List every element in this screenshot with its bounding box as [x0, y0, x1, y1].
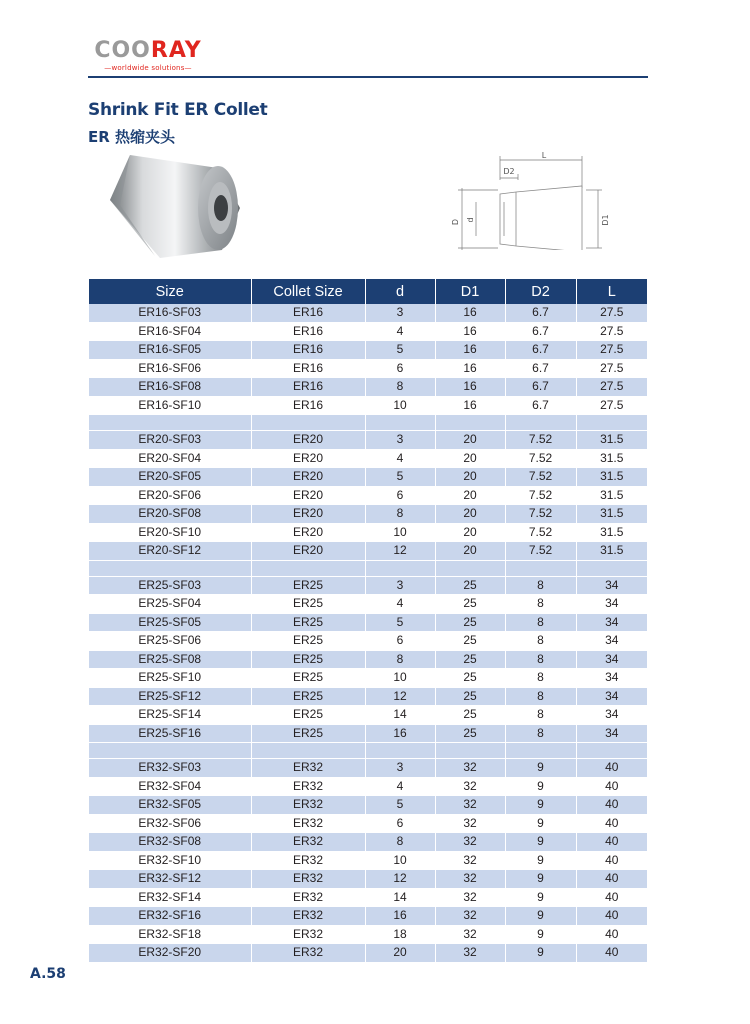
cell-collet-size: ER32 [251, 907, 365, 926]
cell-d2: 9 [505, 759, 576, 778]
cell-d1: 25 [435, 650, 505, 669]
cell-d: 5 [365, 468, 435, 487]
cell-l: 31.5 [576, 523, 647, 542]
table-row [89, 907, 647, 926]
page-title: Shrink Fit ER Collet [88, 100, 268, 120]
table-row [89, 595, 647, 614]
table-row [89, 505, 647, 524]
col-header-d: d [365, 279, 435, 304]
cell-d2: 7.52 [505, 486, 576, 505]
cell-d: 8 [365, 833, 435, 852]
cell-d1: 32 [435, 796, 505, 815]
cell-l: 34 [576, 669, 647, 688]
cell-size: ER25-SF03 [89, 576, 251, 595]
cell-size: ER16-SF08 [89, 378, 251, 397]
cell-d1: 16 [435, 359, 505, 378]
cell-d: 4 [365, 777, 435, 796]
cell-d2: 9 [505, 944, 576, 963]
cell-d2: 8 [505, 724, 576, 743]
cell-l: 40 [576, 851, 647, 870]
table-row [89, 925, 647, 944]
cell-size: ER25-SF04 [89, 595, 251, 614]
cell-collet-size: ER20 [251, 431, 365, 450]
cell-d2: 6.7 [505, 359, 576, 378]
cell-size: ER25-SF12 [89, 687, 251, 706]
cell-l: 40 [576, 925, 647, 944]
cell-d2: 8 [505, 650, 576, 669]
cell-d: 4 [365, 449, 435, 468]
cell-l: 40 [576, 870, 647, 889]
cell-size: ER25-SF08 [89, 650, 251, 669]
group-separator-row [89, 743, 647, 759]
cell-collet-size: ER32 [251, 777, 365, 796]
cell-d2: 9 [505, 833, 576, 852]
cell-d1: 16 [435, 396, 505, 415]
dim-label-d: d [466, 217, 475, 223]
cell-size: ER20-SF06 [89, 486, 251, 505]
cell-collet-size: ER25 [251, 650, 365, 669]
separator-cell [505, 743, 576, 759]
cell-size: ER20-SF12 [89, 542, 251, 561]
cell-collet-size: ER32 [251, 944, 365, 963]
cell-l: 27.5 [576, 341, 647, 360]
cell-collet-size: ER32 [251, 796, 365, 815]
cell-collet-size: ER20 [251, 486, 365, 505]
cell-d2: 8 [505, 595, 576, 614]
cell-size: ER32-SF04 [89, 777, 251, 796]
cell-size: ER32-SF20 [89, 944, 251, 963]
cell-collet-size: ER32 [251, 814, 365, 833]
cell-d: 12 [365, 687, 435, 706]
cell-l: 40 [576, 796, 647, 815]
cell-l: 27.5 [576, 322, 647, 341]
cell-d: 12 [365, 870, 435, 889]
col-header-collet-size: Collet Size [251, 279, 365, 304]
cell-collet-size: ER32 [251, 833, 365, 852]
cell-size: ER16-SF03 [89, 304, 251, 322]
cell-d: 6 [365, 486, 435, 505]
table-row [89, 449, 647, 468]
cell-d1: 16 [435, 341, 505, 360]
cell-collet-size: ER32 [251, 870, 365, 889]
cell-l: 31.5 [576, 468, 647, 487]
cell-size: ER32-SF12 [89, 870, 251, 889]
table-row [89, 304, 647, 322]
table-row [89, 814, 647, 833]
cell-d2: 9 [505, 925, 576, 944]
cell-d: 3 [365, 431, 435, 450]
cell-l: 40 [576, 944, 647, 963]
table-row [89, 542, 647, 561]
table-row [89, 870, 647, 889]
cell-d1: 20 [435, 486, 505, 505]
dim-label-D2: D2 [503, 167, 515, 176]
cell-d1: 32 [435, 759, 505, 778]
cell-collet-size: ER20 [251, 542, 365, 561]
cell-d2: 9 [505, 796, 576, 815]
cell-d1: 20 [435, 468, 505, 487]
cell-size: ER25-SF10 [89, 669, 251, 688]
cell-collet-size: ER20 [251, 505, 365, 524]
cell-d: 6 [365, 814, 435, 833]
cell-size: ER20-SF08 [89, 505, 251, 524]
cell-size: ER20-SF05 [89, 468, 251, 487]
table-row [89, 486, 647, 505]
cell-collet-size: ER32 [251, 759, 365, 778]
cell-d: 10 [365, 669, 435, 688]
cell-d2: 8 [505, 576, 576, 595]
table-row [89, 576, 647, 595]
cell-d2: 8 [505, 669, 576, 688]
cell-d1: 16 [435, 378, 505, 397]
separator-cell [505, 415, 576, 431]
cell-collet-size: ER25 [251, 613, 365, 632]
col-header-size: Size [89, 279, 251, 304]
cell-collet-size: ER25 [251, 632, 365, 651]
cell-d1: 20 [435, 523, 505, 542]
cell-d: 8 [365, 505, 435, 524]
cell-l: 34 [576, 706, 647, 725]
cell-d: 3 [365, 304, 435, 322]
cell-size: ER32-SF16 [89, 907, 251, 926]
table-row [89, 341, 647, 360]
cell-d: 3 [365, 576, 435, 595]
page-title-chinese: ER 热缩夹头 [88, 128, 176, 146]
cell-size: ER25-SF06 [89, 632, 251, 651]
cell-d2: 9 [505, 888, 576, 907]
cell-d1: 16 [435, 304, 505, 322]
dim-label-D: D [451, 218, 460, 226]
cell-size: ER32-SF03 [89, 759, 251, 778]
cell-d1: 25 [435, 669, 505, 688]
cell-l: 31.5 [576, 449, 647, 468]
cell-d2: 9 [505, 777, 576, 796]
cell-d: 10 [365, 851, 435, 870]
cell-d: 3 [365, 759, 435, 778]
logo-tagline: —worldwide solutions— [104, 64, 192, 72]
cell-l: 40 [576, 888, 647, 907]
cell-d: 4 [365, 595, 435, 614]
cell-d: 16 [365, 907, 435, 926]
cell-d: 12 [365, 542, 435, 561]
cell-d: 20 [365, 944, 435, 963]
cell-collet-size: ER16 [251, 304, 365, 322]
separator-cell [365, 415, 435, 431]
table-row [89, 378, 647, 397]
cell-d2: 7.52 [505, 431, 576, 450]
table-row [89, 796, 647, 815]
cell-collet-size: ER25 [251, 669, 365, 688]
table-row [89, 851, 647, 870]
cell-d1: 20 [435, 542, 505, 561]
cell-d2: 8 [505, 613, 576, 632]
table-row [89, 396, 647, 415]
cell-d: 6 [365, 632, 435, 651]
table-row [89, 724, 647, 743]
cell-collet-size: ER20 [251, 523, 365, 542]
cell-collet-size: ER16 [251, 359, 365, 378]
cell-l: 40 [576, 907, 647, 926]
cell-d1: 32 [435, 888, 505, 907]
cell-d2: 6.7 [505, 378, 576, 397]
cell-d: 5 [365, 613, 435, 632]
col-header-d1: D1 [435, 279, 505, 304]
table-row [89, 759, 647, 778]
cell-collet-size: ER25 [251, 687, 365, 706]
table-row [89, 468, 647, 487]
cell-l: 31.5 [576, 542, 647, 561]
separator-cell [435, 560, 505, 576]
cell-l: 27.5 [576, 304, 647, 322]
table-header-row [89, 279, 647, 304]
cell-d: 4 [365, 322, 435, 341]
cell-d2: 8 [505, 632, 576, 651]
cell-d1: 25 [435, 613, 505, 632]
page-number: A.58 [30, 966, 66, 982]
cell-size: ER25-SF05 [89, 613, 251, 632]
separator-cell [435, 743, 505, 759]
separator-cell [251, 415, 365, 431]
cell-d1: 32 [435, 907, 505, 926]
cell-d2: 6.7 [505, 341, 576, 360]
table-row [89, 706, 647, 725]
separator-cell [435, 415, 505, 431]
cell-l: 31.5 [576, 486, 647, 505]
table-row [89, 613, 647, 632]
group-separator-row [89, 560, 647, 576]
cell-collet-size: ER16 [251, 378, 365, 397]
cell-l: 40 [576, 814, 647, 833]
dimension-drawing [448, 150, 618, 250]
separator-cell [89, 743, 251, 759]
table-row [89, 632, 647, 651]
cell-l: 40 [576, 777, 647, 796]
logo-wordmark: COORAY [94, 38, 202, 63]
table-row [89, 650, 647, 669]
cell-d2: 9 [505, 814, 576, 833]
collet-product-photo [100, 150, 242, 262]
cell-size: ER25-SF16 [89, 724, 251, 743]
group-separator-row [89, 415, 647, 431]
col-header-d2: D2 [505, 279, 576, 304]
cell-collet-size: ER16 [251, 341, 365, 360]
col-header-l: L [576, 279, 647, 304]
cell-d: 5 [365, 341, 435, 360]
table-row [89, 431, 647, 450]
table-row [89, 833, 647, 852]
cell-size: ER32-SF05 [89, 796, 251, 815]
cell-d2: 6.7 [505, 322, 576, 341]
cell-d2: 7.52 [505, 505, 576, 524]
cell-d1: 20 [435, 431, 505, 450]
cell-l: 40 [576, 833, 647, 852]
brand-logo [92, 40, 204, 72]
cell-size: ER20-SF04 [89, 449, 251, 468]
table-row [89, 669, 647, 688]
cell-collet-size: ER25 [251, 576, 365, 595]
cell-d1: 20 [435, 505, 505, 524]
separator-cell [576, 415, 647, 431]
cell-d2: 9 [505, 907, 576, 926]
table-row [89, 777, 647, 796]
dim-label-L: L [541, 151, 547, 160]
cell-d2: 9 [505, 851, 576, 870]
header-divider [88, 76, 648, 78]
table-row [89, 944, 647, 963]
cell-d: 8 [365, 650, 435, 669]
table-row [89, 359, 647, 378]
cell-l: 31.5 [576, 505, 647, 524]
cell-d: 10 [365, 523, 435, 542]
cell-size: ER32-SF14 [89, 888, 251, 907]
cell-d1: 25 [435, 632, 505, 651]
cell-d1: 32 [435, 814, 505, 833]
cell-d1: 32 [435, 944, 505, 963]
table-row [89, 322, 647, 341]
cell-size: ER16-SF06 [89, 359, 251, 378]
table-row [89, 888, 647, 907]
cell-d2: 6.7 [505, 304, 576, 322]
separator-cell [365, 743, 435, 759]
separator-cell [505, 560, 576, 576]
cell-l: 34 [576, 650, 647, 669]
cell-d: 10 [365, 396, 435, 415]
dim-label-D1: D1 [601, 214, 610, 226]
cell-d1: 25 [435, 687, 505, 706]
cell-size: ER16-SF10 [89, 396, 251, 415]
cell-l: 34 [576, 724, 647, 743]
cell-d1: 25 [435, 724, 505, 743]
cell-size: ER32-SF06 [89, 814, 251, 833]
cell-d1: 32 [435, 870, 505, 889]
cell-d: 14 [365, 706, 435, 725]
cell-d1: 32 [435, 925, 505, 944]
cell-l: 34 [576, 632, 647, 651]
cell-l: 31.5 [576, 431, 647, 450]
cell-size: ER16-SF05 [89, 341, 251, 360]
separator-cell [576, 743, 647, 759]
cell-collet-size: ER16 [251, 322, 365, 341]
cell-d: 6 [365, 359, 435, 378]
cell-l: 27.5 [576, 396, 647, 415]
cell-collet-size: ER25 [251, 724, 365, 743]
separator-cell [365, 560, 435, 576]
cell-d2: 8 [505, 706, 576, 725]
cell-collet-size: ER20 [251, 468, 365, 487]
cell-size: ER32-SF18 [89, 925, 251, 944]
cell-d1: 16 [435, 322, 505, 341]
separator-cell [251, 560, 365, 576]
cell-d1: 32 [435, 777, 505, 796]
cell-d2: 7.52 [505, 542, 576, 561]
cell-size: ER32-SF10 [89, 851, 251, 870]
separator-cell [576, 560, 647, 576]
table-body [89, 304, 647, 962]
table-row [89, 687, 647, 706]
cell-collet-size: ER32 [251, 851, 365, 870]
cell-l: 34 [576, 595, 647, 614]
cell-d1: 32 [435, 833, 505, 852]
cell-d: 18 [365, 925, 435, 944]
cell-d1: 20 [435, 449, 505, 468]
cell-d1: 25 [435, 595, 505, 614]
cell-size: ER32-SF08 [89, 833, 251, 852]
cell-collet-size: ER20 [251, 449, 365, 468]
separator-cell [251, 743, 365, 759]
cell-d2: 9 [505, 870, 576, 889]
cell-d2: 7.52 [505, 449, 576, 468]
cell-l: 34 [576, 613, 647, 632]
cell-d1: 25 [435, 706, 505, 725]
cell-size: ER16-SF04 [89, 322, 251, 341]
cell-d2: 8 [505, 687, 576, 706]
cell-size: ER25-SF14 [89, 706, 251, 725]
cell-collet-size: ER32 [251, 888, 365, 907]
cell-l: 34 [576, 687, 647, 706]
cell-collet-size: ER25 [251, 595, 365, 614]
cell-d: 5 [365, 796, 435, 815]
cell-l: 34 [576, 576, 647, 595]
cell-collet-size: ER32 [251, 925, 365, 944]
spec-table [89, 279, 647, 963]
cell-collet-size: ER16 [251, 396, 365, 415]
cell-d2: 6.7 [505, 396, 576, 415]
cell-d: 8 [365, 378, 435, 397]
table-row [89, 523, 647, 542]
cell-l: 27.5 [576, 359, 647, 378]
separator-cell [89, 560, 251, 576]
cell-d1: 25 [435, 576, 505, 595]
cell-l: 27.5 [576, 378, 647, 397]
cell-size: ER20-SF03 [89, 431, 251, 450]
cell-d1: 32 [435, 851, 505, 870]
separator-cell [89, 415, 251, 431]
cell-d2: 7.52 [505, 523, 576, 542]
cell-collet-size: ER25 [251, 706, 365, 725]
cell-d: 14 [365, 888, 435, 907]
cell-d: 16 [365, 724, 435, 743]
cell-d2: 7.52 [505, 468, 576, 487]
cell-l: 40 [576, 759, 647, 778]
cell-size: ER20-SF10 [89, 523, 251, 542]
